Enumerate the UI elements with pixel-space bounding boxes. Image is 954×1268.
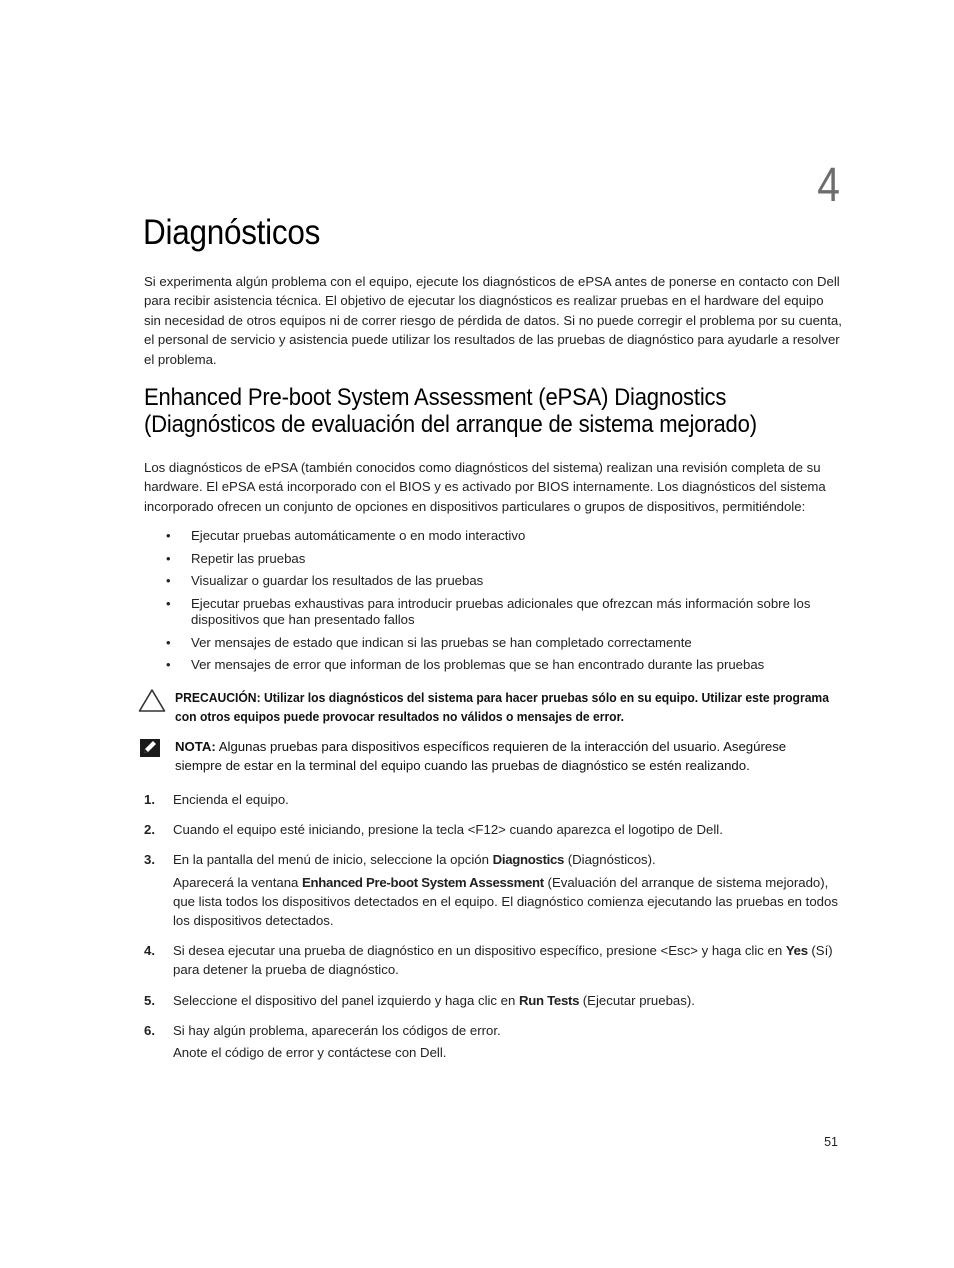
step-text: Cuando el equipo esté iniciando, presione la tecla <F12> cuando aparezca el logotipo de Dell. xyxy=(173,822,723,838)
step-text-part: (Sí) para detener la prueba de diagnóstico. xyxy=(173,943,833,978)
list-item xyxy=(144,528,824,545)
list-item-text: Ver mensajes de estado que indican si las pruebas se han completado correctamente xyxy=(191,634,692,650)
warning-triangle-icon xyxy=(138,688,166,718)
page-title: Diagnósticos xyxy=(143,213,321,252)
list-item-text: Ejecutar pruebas automáticamente o en modo interactivo xyxy=(191,528,526,543)
chapter-number: 4 xyxy=(817,159,840,212)
list-item xyxy=(144,657,824,674)
step-text-part: En la pantalla del menú de inicio, seleccione la opción xyxy=(173,852,493,868)
bullet-icon: • xyxy=(166,528,171,543)
caution-text xyxy=(175,688,837,726)
step-text-part: Aparecerá la ventana xyxy=(173,874,303,890)
step-text xyxy=(173,941,844,979)
step-text: Encienda el equipo. xyxy=(173,792,289,807)
section-heading xyxy=(144,384,810,438)
step-item xyxy=(144,820,844,839)
bullet-icon: • xyxy=(166,573,171,588)
step-text: Si hay algún problema, aparecerán los códigos de error. xyxy=(173,1022,501,1038)
step-text-part: (Diagnósticos). xyxy=(564,852,656,868)
step-text-part: (Ejecutar pruebas). xyxy=(579,992,695,1008)
step-number: 6. xyxy=(144,1022,155,1038)
note-text xyxy=(175,737,835,775)
feature-list xyxy=(144,528,824,680)
list-item xyxy=(144,596,824,629)
list-item-text: Ejecutar pruebas exhaustivas para introducir pruebas adicionales que ofrezcan más información sobre los dispositivos que han presentado fallos xyxy=(191,595,811,627)
intro-paragraph: Si experimenta algún problema con el equipo, ejecute los diagnósticos de ePSA antes de ponerse en contacto con Dell para recibir asistencia técnica. El objetivo de ejecutar los diagnósticos es realizar pruebas en el hardware del equipo sin necesidad de otros equipos ni de correr riesgo de pérdida de datos. Si no puede corregir el problema por su cuenta, el personal de servicio y asistencia puede utilizar los resultados de las pruebas de diagnóstico para ayudarle a resolver el problema. xyxy=(144,274,842,367)
step-item xyxy=(144,1021,844,1062)
step-item xyxy=(144,850,844,930)
pencil-note-icon xyxy=(138,737,162,764)
step-text-part: Seleccione el dispositivo del panel izquierdo y haga clic en xyxy=(173,992,520,1008)
list-item-text: Visualizar o guardar los resultados de las pruebas xyxy=(191,573,484,588)
step-number: 4. xyxy=(144,943,155,959)
bullet-icon: • xyxy=(166,595,171,611)
section-heading-line2: (Diagnósticos de evaluación del arranque de sistema mejorado) xyxy=(144,411,757,438)
step-number: 2. xyxy=(144,822,155,838)
caution-body: Utilizar los diagnósticos del sistema para hacer pruebas sólo en su equipo. Utilizar este programa con otros equipos puede provocar resultados no válidos o mensajes de error. xyxy=(175,690,829,724)
bullet-icon: • xyxy=(166,634,171,650)
step-number: 1. xyxy=(144,792,155,807)
step-text xyxy=(173,991,844,1010)
step-text xyxy=(173,850,844,869)
list-item xyxy=(144,635,824,652)
list-item-text: Repetir las pruebas xyxy=(191,550,306,566)
caution-label: PRECAUCIÓN: xyxy=(175,690,261,705)
step-number: 5. xyxy=(144,992,155,1008)
step-item xyxy=(144,790,844,809)
note-body: Algunas pruebas para dispositivos específicos requieren de la interacción del usuario. Asegúrese siempre de estar en la terminal del equipo cuando las pruebas de diagnóstico se estén realizando. xyxy=(175,739,787,773)
list-item xyxy=(144,573,824,590)
yes-option: Yes xyxy=(785,943,808,959)
step-text-part: Si desea ejecutar una prueba de diagnóstico en un dispositivo específico, presione <Esc> y haga clic en xyxy=(173,943,786,959)
diagnostics-option: Diagnostics xyxy=(492,852,565,868)
epsa-description: Los diagnósticos de ePSA (también conocidos como diagnósticos del sistema) realizan una revisión completa de su hardware. El ePSA está incorporado con el BIOS y es activado por BIOS internamente. Los diagnósticos del sistema incorporado ofrecen un conjunto de opciones en dispositivos particulares o grupos de dispositivos, permitiéndole: xyxy=(144,460,826,514)
list-item-text: Ver mensajes de error que informan de los problemas que se han encontrado durante las pruebas xyxy=(191,657,765,672)
list-item xyxy=(144,551,824,568)
procedure-steps xyxy=(144,790,844,1062)
step-text-part: (Evaluación del arranque de sistema mejorado), que lista todos los dispositivos detectados en el equipo. El diagnóstico comienza ejecutando las pruebas en todos los dispositivos detectados. xyxy=(173,874,838,929)
step-subtext xyxy=(173,873,844,931)
step-item xyxy=(144,941,844,979)
step-item xyxy=(144,991,844,1010)
page-number: 51 xyxy=(824,1135,838,1149)
run-tests-option: Run Tests xyxy=(519,992,580,1008)
bullet-icon: • xyxy=(166,657,171,672)
step-subtext: Anote el código de error y contáctese con Dell. xyxy=(173,1045,447,1061)
note-label: NOTA: xyxy=(175,739,216,754)
section-heading-line1: Enhanced Pre-boot System Assessment (ePSA) Diagnostics xyxy=(144,384,727,411)
epsa-window-name: Enhanced Pre-boot System Assessment xyxy=(302,874,544,890)
step-number: 3. xyxy=(144,852,155,868)
bullet-icon: • xyxy=(166,550,171,566)
